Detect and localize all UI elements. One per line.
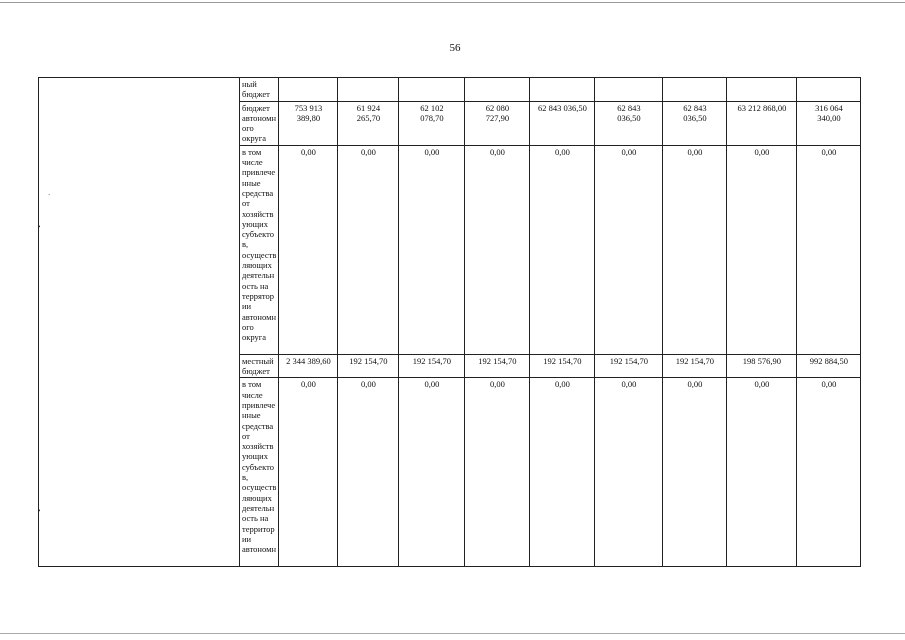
value-cell: 0,00	[530, 378, 595, 567]
row-label: местный бюджет	[240, 354, 279, 378]
page-number: 56	[449, 42, 461, 54]
value-cell: 0,00	[727, 378, 797, 567]
value-cell: 192 154,70	[663, 354, 727, 378]
value-cell: 992 884,50	[797, 354, 861, 378]
row-label: в том числе привлече нные средства от хозяйств ующих субъекто в, осуществ ляющих деятельн ость на территор ии автономн	[240, 378, 279, 567]
value-cell: 61 924 265,70	[338, 101, 399, 145]
value-cell: 198 576,90	[727, 354, 797, 378]
value-cell	[663, 78, 727, 102]
value-cell	[279, 78, 338, 102]
value-cell: 192 154,70	[338, 354, 399, 378]
scan-speck: •	[38, 223, 41, 231]
scan-speck: •	[38, 507, 41, 515]
value-cell: 0,00	[338, 378, 399, 567]
value-cell	[338, 78, 399, 102]
value-cell: 0,00	[465, 145, 530, 354]
value-cell	[465, 78, 530, 102]
row-label: в том числе привлече нные средства от хозяйств ующих субъекто в, осуществ ляющих деятельн ость на террятор ии автономн ого округа	[240, 145, 279, 354]
value-cell: 753 913 389,80	[279, 101, 338, 145]
value-cell: 0,00	[338, 145, 399, 354]
value-cell: 192 154,70	[399, 354, 465, 378]
value-cell: 192 154,70	[595, 354, 663, 378]
table-row	[39, 78, 861, 102]
value-cell: 0,00	[399, 145, 465, 354]
value-cell	[797, 78, 861, 102]
value-cell: 62 843 036,50	[595, 101, 663, 145]
value-cell: 62 843 036,50	[530, 101, 595, 145]
value-cell: 0,00	[663, 378, 727, 567]
value-cell: 0,00	[399, 378, 465, 567]
value-cell: 0,00	[530, 145, 595, 354]
value-cell: 62 102 078,70	[399, 101, 465, 145]
value-cell: 316 064 340,00	[797, 101, 861, 145]
scan-speck: ˊ	[48, 193, 51, 201]
value-cell: 0,00	[727, 145, 797, 354]
value-cell	[595, 78, 663, 102]
value-cell: 62 843 036,50	[663, 101, 727, 145]
value-cell	[727, 78, 797, 102]
value-cell: 63 212 868,00	[727, 101, 797, 145]
value-cell: 192 154,70	[465, 354, 530, 378]
scan-edge-bottom	[0, 633, 905, 634]
value-cell: 0,00	[797, 145, 861, 354]
budget-table	[38, 77, 861, 567]
value-cell: 0,00	[279, 378, 338, 567]
value-cell: 2 344 389,60	[279, 354, 338, 378]
value-cell	[399, 78, 465, 102]
value-cell: 0,00	[663, 145, 727, 354]
value-cell: 0,00	[279, 145, 338, 354]
value-cell: 0,00	[465, 378, 530, 567]
merged-empty-cell	[39, 78, 240, 567]
value-cell	[530, 78, 595, 102]
value-cell: 0,00	[595, 378, 663, 567]
row-label: бюджет автономн ого округа	[240, 101, 279, 145]
row-label: ный бюджет	[240, 78, 279, 102]
value-cell: 192 154,70	[530, 354, 595, 378]
value-cell: 0,00	[595, 145, 663, 354]
value-cell: 62 080 727,90	[465, 101, 530, 145]
value-cell: 0,00	[797, 378, 861, 567]
scan-edge-top	[0, 2, 905, 3]
